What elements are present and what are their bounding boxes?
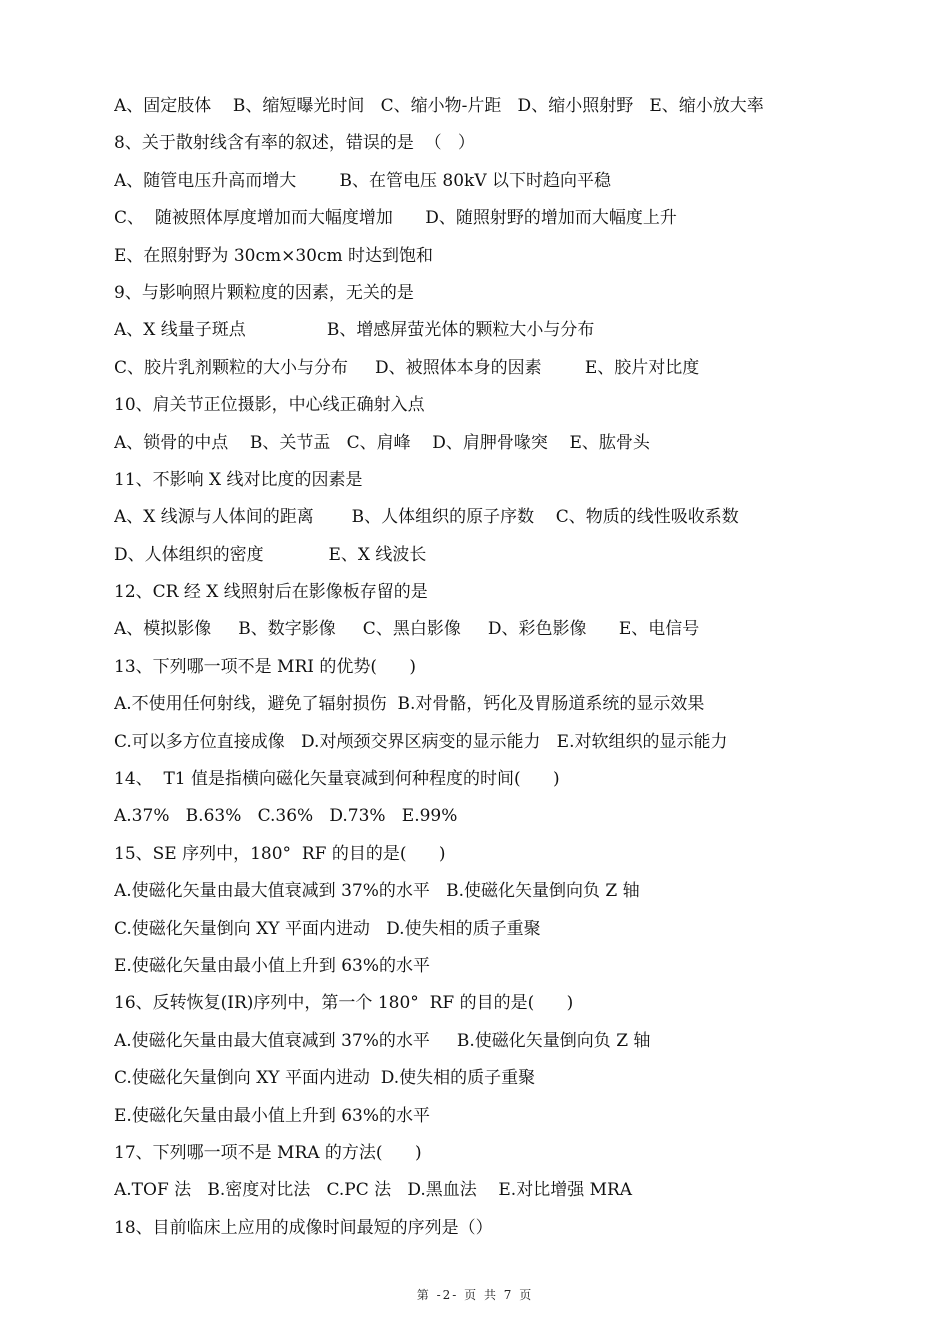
text-line: C.使磁化矢量倒向 XY 平面内进动 D.使失相的质子重聚 — [114, 918, 541, 939]
page-number-footer: 第 -2- 页 共 7 页 — [416, 1288, 534, 1302]
text-line: A.37% B.63% C.36% D.73% E.99% — [114, 806, 458, 827]
text-line: D、人体组织的密度 E、X 线波长 — [114, 544, 427, 565]
question-text-body — [114, 88, 914, 1247]
text-line: E.使磁化矢量由最小值上升到 63%的水平 — [114, 1105, 431, 1126]
text-line: A、X 线源与人体间的距离 B、人体组织的原子序数 C、物质的线性吸收系数 — [114, 507, 739, 528]
question-17: 17、下列哪一项不是 MRA 的方法( ) — [114, 1142, 422, 1163]
text-line: C.使磁化矢量倒向 XY 平面内进动 D.使失相的质子重聚 — [114, 1068, 536, 1089]
question-13: 13、下列哪一项不是 MRI 的优势( ) — [114, 656, 417, 677]
question-8: 8、关于散射线含有率的叙述，错误的是 （ ） — [114, 133, 475, 154]
question-15: 15、SE 序列中，180° RF 的目的是( ) — [114, 843, 446, 864]
text-line: A.不使用任何射线，避免了辐射损伤 B.对骨骼，钙化及胃肠道系统的显示效果 — [114, 694, 705, 715]
question-11: 11、不影响 X 线对比度的因素是 — [114, 469, 363, 490]
question-16: 16、反转恢复(IR)序列中，第一个 180° RF 的目的是( ) — [114, 993, 574, 1014]
text-line: A.使磁化矢量由最大值衰减到 37%的水平 B.使磁化矢量倒向负 Z 轴 — [114, 1030, 651, 1051]
text-line: A.使磁化矢量由最大值衰减到 37%的水平 B.使磁化矢量倒向负 Z 轴 — [114, 881, 640, 902]
question-10: 10、肩关节正位摄影，中心线正确射入点 — [114, 395, 425, 416]
text-line: A.TOF 法 B.密度对比法 C.PC 法 D.黑血法 E.对比增强 MRA — [114, 1180, 633, 1201]
text-line: C.可以多方位直接成像 D.对颅颈交界区病变的显示能力 E.对软组织的显示能力 — [114, 731, 728, 752]
text-line: A、模拟影像 B、数字影像 C、黑白影像 D、彩色影像 E、电信号 — [114, 619, 700, 640]
text-line: E.使磁化矢量由最小值上升到 63%的水平 — [114, 955, 431, 976]
text-line: A、随管电压升高而增大 B、在管电压 80kV 以下时趋向平稳 — [114, 170, 612, 191]
text-line: E、在照射野为 30cm×30cm 时达到饱和 — [114, 245, 434, 266]
question-9: 9、与影响照片颗粒度的因素，无关的是 — [114, 282, 414, 303]
text-line: A、固定肢体 B、缩短曝光时间 C、缩小物-片距 D、缩小照射野 E、缩小放大率 — [114, 96, 764, 116]
question-12: 12、CR 经 X 线照射后在影像板存留的是 — [114, 582, 428, 603]
text-line: C、 随被照体厚度增加而大幅度增加 D、随照射野的增加而大幅度上升 — [114, 208, 677, 229]
question-18: 18、目前临床上应用的成像时间最短的序列是（） — [114, 1217, 493, 1238]
text-line: C、胶片乳剂颗粒的大小与分布 D、被照体本身的因素 E、胶片对比度 — [114, 357, 700, 378]
question-14: 14、 T1 值是指横向磁化矢量衰减到何种程度的时间( ) — [114, 769, 560, 790]
text-line: A、锁骨的中点 B、关节盂 C、肩峰 D、肩胛骨喙突 E、肱骨头 — [114, 432, 650, 453]
text-line: A、X 线量子斑点 B、增感屏萤光体的颗粒大小与分布 — [114, 320, 595, 341]
